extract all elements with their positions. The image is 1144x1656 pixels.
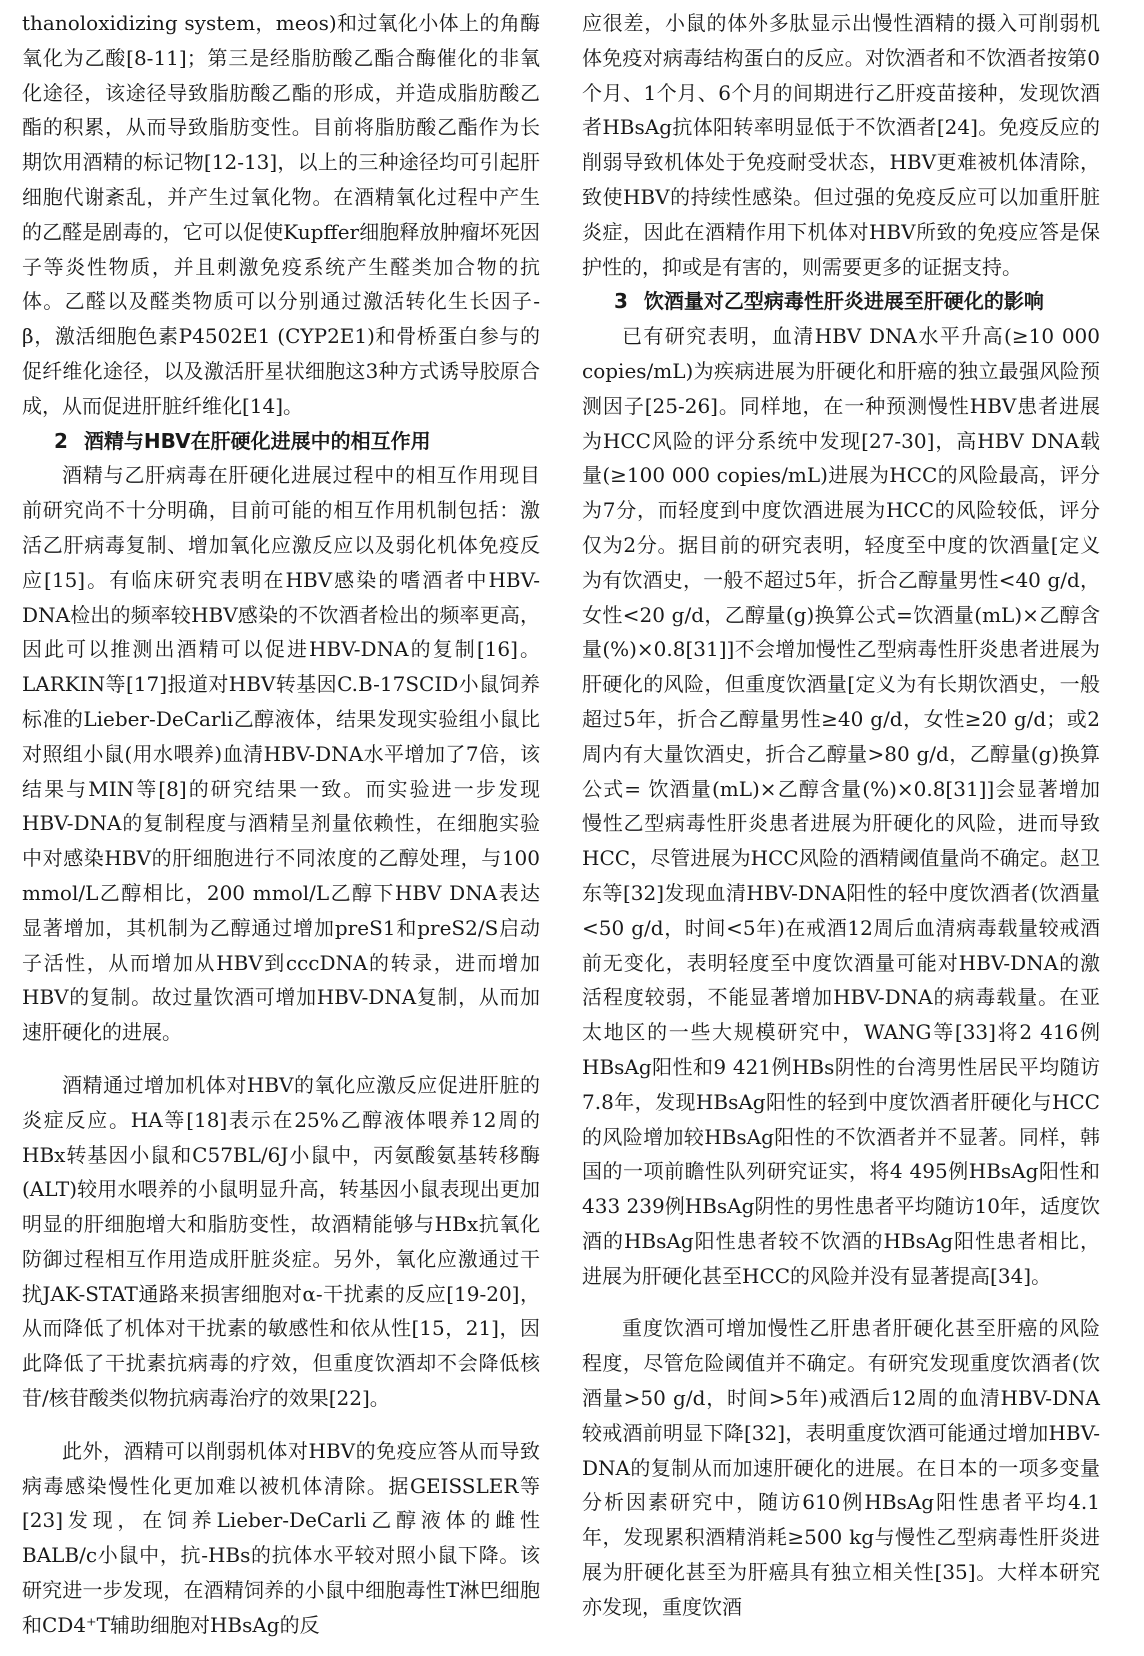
section-number: 3	[614, 289, 628, 314]
body-paragraph: 酒精与乙肝病毒在肝硬化进展过程中的相互作用现目前研究尚不十分明确，目前可能的相互作用机制包括：激活乙肝病毒复制、增加氧化应激反应以及弱化机体免疫反应[15]。有临床研究表明在HBV感染的嗜酒者中HBV-DNA检出的频率较HBV感染的不饮酒者检出的频率更高，因此可以推测出酒精可以促进HBV-DNA的复制[16]。LARKIN等[17]报道对HBV转基因C.B-17SCID小鼠饲养标准的Lieber-DeCarli乙醇液体，结果发现实验组小鼠比对照组小鼠(用水喂养)血清HBV-DNA水平增加了7倍，该结果与MIN等[8]的研究结果一致。而实验进一步发现HBV-DNA的复制程度与酒精呈剂量依赖性，在细胞实验中对感染HBV的肝细胞进行不同浓度的乙醇处理，与100 mmol/L乙醇相比，200 mmol/L乙醇下HBV DNA表达显著增加，其机制为乙醇通过增加preS1和preS2/S启动子活性，从而增加从HBV到cccDNA的转录，进而增加HBV的复制。故过量饮酒可增加HBV-DNA复制，从而加速肝硬化的进展。	[22, 463, 540, 1045]
body-paragraph: 酒精通过增加机体对HBV的氧化应激反应促进肝脏的炎症反应。HA等[18]表示在25%乙醇液体喂养12周的HBx转基因小鼠和C57BL/6J小鼠中，丙氨酸氨基转移酶(ALT)较用水喂养的小鼠明显升高，转基因小鼠表现出更加明显的肝细胞增大和脂肪变性，故酒精能够与HBx抗氧化防御过程相互作用造成肝脏炎症。另外，氧化应激通过干扰JAK-STAT通路来损害细胞对α-干扰素的反应[19-20]，从而降低了机体对干扰素的敏感性和依从性[15，21]，因此降低了干扰素抗病毒的疗效，但重度饮酒却不会降低核苷/核苷酸类似物抗病毒治疗的效果[22]。	[22, 1072, 540, 1411]
section-number: 2	[54, 428, 68, 453]
left-column	[22, 6, 540, 1656]
section-title: 酒精与HBV在肝硬化进展中的相互作用	[83, 428, 431, 453]
body-paragraph: 此外，酒精可以削弱机体对HBV的免疫应答从而导致病毒感染慢性化更加难以被机体清除。据GEISSLER等[23]发现，在饲养Lieber-DeCarli乙醇液体的雌性BALB/c小鼠中，抗-HBs的抗体水平较对照小鼠下降。该研究进一步发现，在酒精饲养的小鼠中细胞毒性T淋巴细胞和CD4⁺T辅助细胞对HBsAg的反	[22, 1438, 540, 1637]
section-title: 饮酒量对乙型病毒性肝炎进展至肝硬化的影响	[643, 289, 1044, 314]
body-paragraph: 重度饮酒可增加慢性乙肝患者肝硬化甚至肝癌的风险程度，尽管危险阈值并不确定。有研究发现重度饮酒者(饮酒量>50 g/d，时间>5年)戒酒后12周的血清HBV-DNA较戒酒前明显下降[32]，表明重度饮酒可能通过增加HBV-DNA的复制从而加速肝硬化的进展。在日本的一项多变量分析因素研究中，随访610例HBsAg阳性患者平均4.1年，发现累积酒精消耗≥500 kg与慢性乙型病毒性肝炎进展为肝硬化甚至为肝癌具有独立相关性[35]。大样本研究亦发现，重度饮酒	[582, 1316, 1100, 1619]
paragraph-gap	[22, 1416, 540, 1434]
right-column	[582, 6, 1100, 1656]
section-heading	[22, 424, 540, 459]
paragraph-gap	[22, 1050, 540, 1068]
section-heading	[582, 284, 1100, 319]
paragraph-gap	[582, 1293, 1100, 1311]
body-paragraph: thanoloxidizing system，meos)和过氧化小体上的角酶氧化为乙酸[8-11]；第三是经脂肪酸乙酯合酶催化的非氧化途径，该途径导致脂肪酸乙酯的形成，并造成脂肪酸乙酯的积累，从而导致脂肪变性。目前将脂肪酸乙酯作为长期饮用酒精的标记物[12-13]，以上的三种途径均可引起肝细胞代谢紊乱，并产生过氧化物。在酒精氧化过程中产生的乙醛是剧毒的，它可以促使Kupffer细胞释放肿瘤坏死因子等炎性物质，并且刺激免疫系统产生醛类加合物的抗体。乙醛以及醛类物质可以分别通过激活转化生长因子-β，激活细胞色素P4502E1 (CYP2E1)和骨桥蛋白参与的促纤维化途径，以及激活肝星状细胞这3种方式诱导胶原合成，从而促进肝脏纤维化[14]。	[22, 11, 540, 418]
body-paragraph: 应很差，小鼠的体外多肽显示出慢性酒精的摄入可削弱机体免疫对病毒结构蛋白的反应。对饮酒者和不饮酒者按第0个月、1个月、6个月的间期进行乙肝疫苗接种，发现饮酒者HBsAg抗体阳转率明显低于不饮酒者[24]。免疫反应的削弱导致机体处于免疫耐受状态，HBV更难被机体清除，致使HBV的持续性感染。但过强的免疫反应可以加重肝脏炎症，因此在酒精作用下机体对HBV所致的免疫应答是保护性的，抑或是有害的，则需要更多的证据支持。	[582, 11, 1100, 279]
body-paragraph: 已有研究表明，血清HBV DNA水平升高(≥10 000 copies/mL)为疾病进展为肝硬化和肝癌的独立最强风险预测因子[25-26]。同样地，在一种预测慢性HBV患者进展为HCC风险的评分系统中发现[27-30]，高HBV DNA载量(≥100 000 copies/mL)进展为HCC的风险最高，评分为7分，而轻度到中度饮酒进展为HCC的风险较低，评分仅为2分。据目前的研究表明，轻度至中度的饮酒量[定义为有饮酒史，一般不超过5年，折合乙醇量男性<40 g/d，女性<20 g/d，乙醇量(g)换算公式=饮酒量(mL)×乙醇含量(%)×0.8[31]]不会增加慢性乙型病毒性肝炎患者进展为肝硬化的风险，但重度饮酒量[定义为有长期饮酒史，一般超过5年，折合乙醇量男性≥40 g/d，女性≥20 g/d；或2周内有大量饮酒史，折合乙醇量>80 g/d，乙醇量(g)换算公式= 饮酒量(mL)×乙醇含量(%)×0.8[31]]会显著增加慢性乙型病毒性肝炎患者进展为肝硬化的风险，进而导致HCC，尽管进展为HCC风险的酒精阈值量尚不确定。赵卫东等[32]发现血清HBV-DNA阳性的轻中度饮酒者(饮酒量<50 g/d，时间<5年)在戒酒12周后血清病毒载量较戒酒前无变化，表明轻度至中度饮酒量可能对HBV-DNA的激活程度较弱，不能显著增加HBV-DNA的病毒载量。在亚太地区的一些大规模研究中，WANG等[33]将2 416例HBsAg阳性和9 421例HBs阴性的台湾男性居民平均随访7.8年，发现HBsAg阳性的轻到中度饮酒者肝硬化与HCC的风险增加较HBsAg阳性的不饮酒者并不显著。同样，韩国的一项前瞻性队列研究证实，将4 495例HBsAg阳性和433 239例HBsAg阴性的男性患者平均随访10年，适度饮酒的HBsAg阳性患者较不饮酒的HBsAg阳性患者相比，进展为肝硬化甚至HCC的风险并没有显著提高[34]。	[582, 324, 1100, 1288]
